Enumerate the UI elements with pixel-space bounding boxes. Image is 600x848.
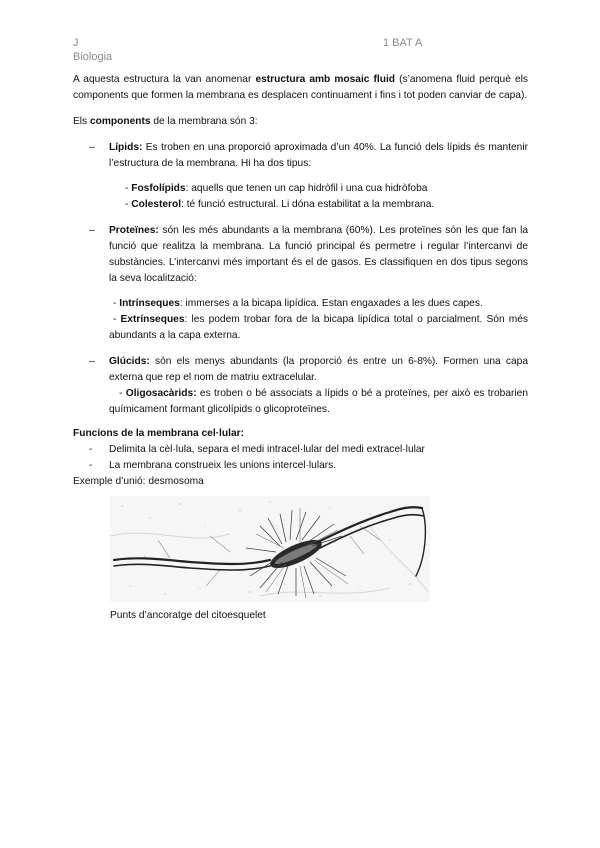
subtype-colesterol: - Colesterol: té funció estructural. Li dóna estabilitat a la membrana. <box>125 199 435 210</box>
micrograph-image <box>110 496 430 602</box>
figure-caption: Punts d’ancoratge del citoesquelet <box>110 610 266 621</box>
list-dash: – <box>89 225 95 236</box>
function-item: - Delimita la cèl·lula, separa el medi intracel·lular del medi extracel·lular <box>73 442 528 458</box>
list-dash: - <box>89 460 93 471</box>
function-item: - La membrana construeix les unions intercel·lulars. <box>73 458 528 474</box>
subtype-extrinseques: - Extrínseques: les podem trobar fora de la bicapa lipídica total o parcialment. Són més abundants a la capa externa. <box>109 314 528 341</box>
header-subject: Biologia <box>73 51 113 63</box>
subtype-fosfolipids: - Fosfolípids: aquells que tenen un cap hidròfil i una cua hidròfoba <box>125 183 428 194</box>
functions-title: Funcions de la membrana cel·lular: <box>73 428 244 439</box>
component-proteins: – Proteïnes: són les més abundants a la membrana (60%). Les proteïnes són les que fan la funció que realitza la membrana. La funció principal és permetre i regular l’intercanvi de substàncies. L’intercanvi més important és el de gasos. Es classifiquen en dos tipus segons la seva localització: <box>89 225 528 284</box>
example-line: Exemple d’unió: desmosoma <box>73 476 204 487</box>
desmosome-micrograph <box>110 496 430 602</box>
list-dash: - <box>89 444 93 455</box>
components-intro: Els components de la membrana són 3: <box>73 116 258 127</box>
list-dash: – <box>89 142 95 153</box>
subtype-intrinseques: - Intrínseques: immerses a la bicapa lipídica. Estan engaxades a les dues capes. <box>113 298 483 309</box>
lipids-subtypes <box>73 181 528 213</box>
document-body <box>73 72 528 624</box>
component-glucids: – Glúcids: són els menys abundants (la proporció és entre un 6-8%). Formen una capa externa que rep el nom de matriu extracelular. <box>89 356 528 383</box>
header-initial: J <box>73 37 79 49</box>
component-lipids: – Lípids: Es troben en una proporció aproximada d’un 40%. La funció dels lípids és mantenir l’estructura de la membrana. Hi ha dos tipus: <box>89 142 528 169</box>
subtype-oligosacarids: - Oligosacàrids: es troben o bé associats a lípids o bé a proteïnes, per això es trobarien químicament formant glicolípids o glicoproteïnes. <box>109 388 528 415</box>
list-dash: – <box>89 356 95 367</box>
intro-paragraph: A aquesta estructura la van anomenar estructura amb mosaic fluid (s’anomena fluid perquè els components que formen la membrana es desplacen continuament i fins i tot poden canviar de capa). <box>73 74 528 101</box>
header-course: 1 BAT A <box>383 37 423 49</box>
proteins-subtypes <box>73 296 528 344</box>
